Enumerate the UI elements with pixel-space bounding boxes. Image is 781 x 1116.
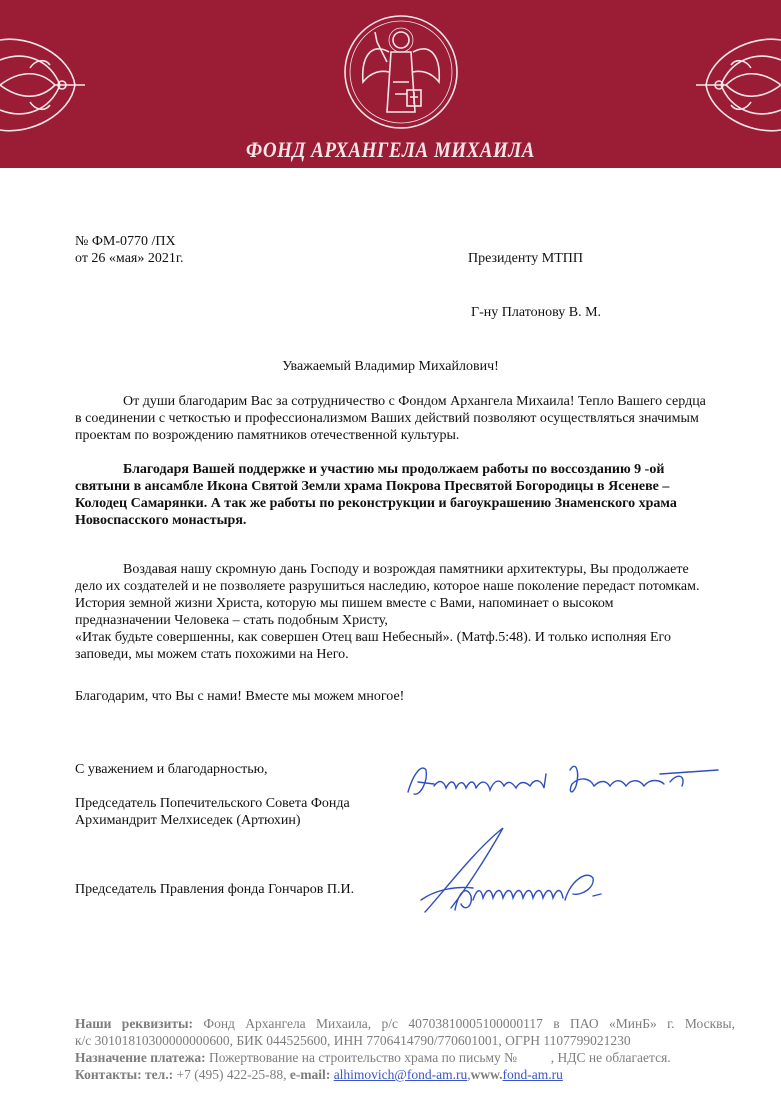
paragraph-1-text: От души благодарим Вас за сотрудничество с Фондом Архангела Михаила! Тепло Вашего сердца в соединении с четкостью и профессионализмом Ваших действий позволяют осуществляться значимым проектам по возрождению памятников отечественной культуры. xyxy=(75,394,706,443)
www-label: www. xyxy=(470,1067,503,1082)
contacts-label: Контакты: тел.: xyxy=(75,1067,174,1082)
email-link[interactable]: alhimovich@fond-am.ru xyxy=(333,1067,468,1082)
payment-text: Пожертвование на строительство храма по письму № , НДС не облагается. xyxy=(208,1050,671,1065)
requisites-row xyxy=(75,1015,735,1032)
paragraph-4: Благодарим, что Вы с нами! Вместе мы можем многое! xyxy=(75,689,405,704)
paragraph-2-text: Благодаря Вашей поддержке и участию мы продолжаем работы по воссозданию 9 -ой святыни в ансамбле Икона Святой Земли храма Покрова Пресвятой Богородицы в Ясеневе – Колодец Самарянки. А так же работы по реконструкции и багоукрашению Знаменского храма Новоспасского монастыря. xyxy=(75,462,677,528)
signer1-name: Архимандрит Мелхиседек (Артюхин) xyxy=(75,813,301,828)
paragraph-3 xyxy=(75,561,710,663)
requisites-label: Наши реквизиты: xyxy=(75,1016,194,1031)
paragraph-2 xyxy=(75,461,710,529)
email-label: e-mail: xyxy=(289,1067,331,1082)
floral-ornament-icon xyxy=(0,30,90,140)
signer2-line: Председатель Правления фонда Гончаров П.И. xyxy=(75,882,355,897)
payment-row xyxy=(75,1049,735,1066)
payment-label: Назначение платежа: xyxy=(75,1050,206,1065)
floral-ornament-icon xyxy=(691,30,781,140)
archangel-michael-emblem-icon xyxy=(341,12,461,132)
regards-line: С уважением и благодарностью, xyxy=(75,762,268,777)
signature-goncharov xyxy=(415,820,615,920)
footer-requisites xyxy=(75,1015,735,1083)
contacts-phone: +7 (495) 422-25-88, xyxy=(176,1067,287,1082)
paragraph-1 xyxy=(75,393,710,444)
paragraph-3-text: Воздавая нашу скромную дань Господу и возрождая памятники архитектуры, Вы продолжаете дело их создателей и не позволяете разрушиться наследию, которое наше поколение передаст потомкам. История земной жизни Христа, которую мы пишем вместе с Вами, напоминает о высоком предназначении Человека – стать подобным Христу, xyxy=(75,562,700,628)
letter-date: от 26 «мая» 2021г. xyxy=(75,251,184,266)
website-link[interactable]: fond-am.ru xyxy=(502,1067,563,1082)
contacts-row: Контакты: тел.: +7 (495) 422-25-88, e-mail: alhimovich@fond-am.ru,www.fond-am.ru xyxy=(75,1067,563,1082)
addressee-title: Президенту МТПП xyxy=(468,251,584,266)
requisites-line-2: к/с 30101810300000000600, БИК 044525600, ИНН 7706414790/770601001, ОГРН 1107799021230 xyxy=(75,1033,631,1048)
signer1-title: Председатель Попечительского Совета Фонда xyxy=(75,796,350,811)
signature-melkhisedek xyxy=(400,752,720,812)
brand-name: ФОНД АРХАНГЕЛА МИХАИЛА xyxy=(246,138,535,163)
letter-number: № ФМ-0770 /ПХ xyxy=(75,234,176,249)
greeting: Уважаемый Владимир Михайлович! xyxy=(282,359,499,374)
requisites-text: Фонд Архангела Михаила, р/с 40703810005100000117 в ПАО «МинБ» г. Москвы, xyxy=(203,1016,735,1031)
letterhead-band xyxy=(0,0,781,168)
addressee-name: Г-ну Платонову В. М. xyxy=(471,305,602,320)
paragraph-3-quote: «Итак будьте совершенны, как совершен Отец ваш Небесный». (Матф.5:48). И только исполняя Его заповеди, мы можем стать похожими на Него. xyxy=(75,630,671,662)
